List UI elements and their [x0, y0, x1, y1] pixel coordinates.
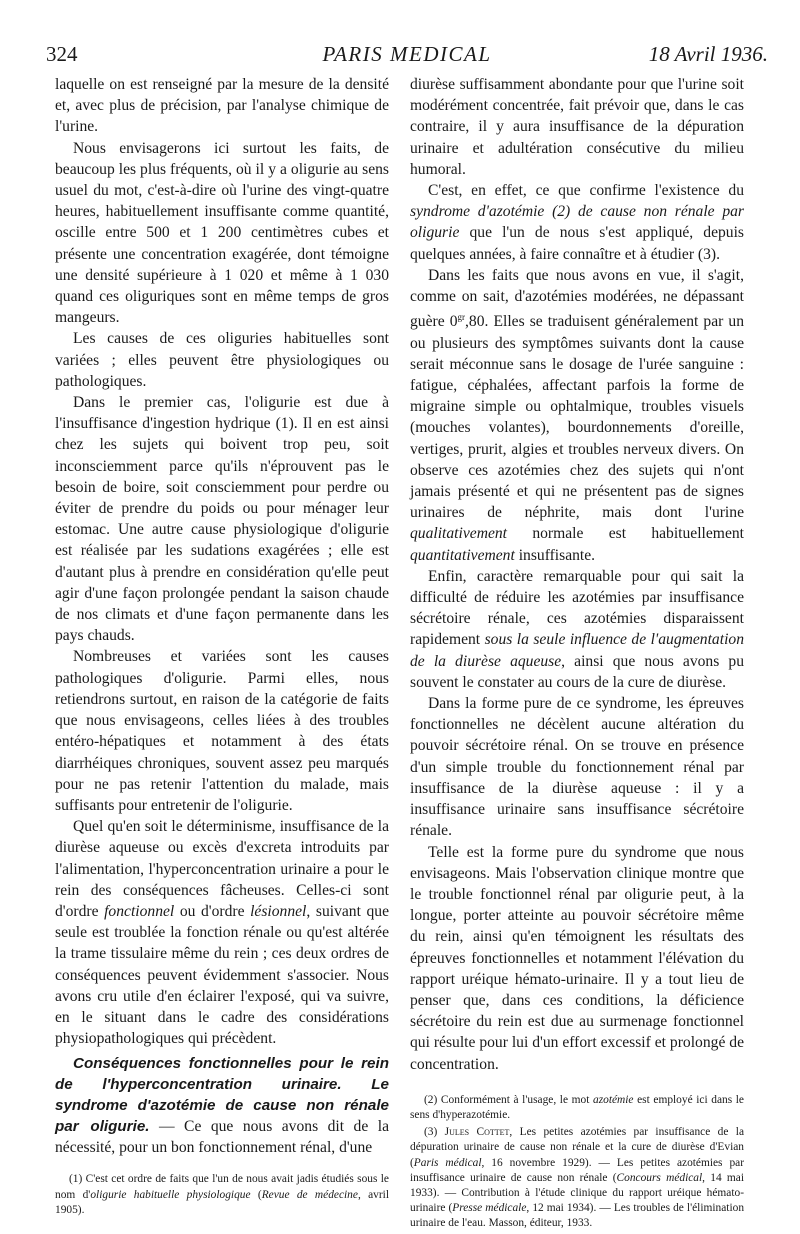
text-run: , 16 novembre 1929). — Les petites azotémies par insuffisance urinaire de cause non rénale (: [410, 1156, 744, 1184]
text-run: Enfin, caractère remarquable pour qui sait la difficulté de réduire les azotémies par insuffisance sécrétoire rénale, ces azotémies disparaissent rapidement: [410, 567, 744, 649]
text-run: (: [250, 1188, 262, 1201]
text-run: insuffisante.: [514, 546, 596, 564]
paragraph: laquelle on est renseigné par la mesure de la densité et, avec plus de précision, par l'analyse chimique de l'urine.: [55, 76, 389, 136]
text-run: , ainsi que nous avons pu souvent le constater au cours de la cure de diurèse.: [410, 652, 744, 691]
journal-title: PARIS MEDICAL: [322, 42, 492, 66]
paragraph: Dans le premier cas, l'oligurie est due à l'insuffisance d'ingestion hydrique (1). Il en est ainsi chez les sujets qui boivent trop peu, soit inconsciemment parce qu'ils n'éprouvent pas le besoin de boire, soit consciemment pour perdre ou éviter de prendre du poids ou pour ménager leur estomac. Une autre cause physiologique d'oligurie est réalisée par les sudations exagérées ; elle est d'autant plus à prendre en considération qu'elle peut agir d'une façon prolongée pendant la saison chaude de nos climats et d'une façon permanente dans les pays chauds.: [55, 394, 389, 645]
footnote: [410, 1125, 744, 1231]
emphasis: Paris médical: [413, 1156, 482, 1169]
text-run: (2) Conformément à l'usage, le mot: [424, 1093, 593, 1106]
section-heading: [55, 1053, 389, 1158]
left-column: [55, 74, 389, 1220]
right-column: [410, 74, 744, 1234]
paragraph: [410, 265, 744, 566]
emphasis: qualitativement: [410, 525, 508, 543]
emphasis: syndrome d'azotémie (2) de cause non rénale par oligurie: [410, 203, 744, 242]
footnotes-left: [55, 1172, 389, 1218]
text-run: est employé ici dans le sens d'hyperazotémie.: [410, 1093, 744, 1121]
superscript: gr: [457, 312, 466, 323]
text-run: ,80. Elles se traduisent généralement par un ou plusieurs des symptômes suivants dont la cause serait méconnue sans le dosage de l'urée sanguine : fatigue, céphalées, affectant parfois la forme de migraine simple ou ophtalmique, troubles visuels (mouches volantes), bourdonnements d'oreille, vertiges, prurit, algies et troubles nerveux divers. On observe ces azotémies chez des sujets qui n'ont jamais présenté et qui ne présentent pas de signes urinaires de néphrite, mais dont l'urine: [410, 313, 745, 522]
paragraph: [410, 180, 744, 265]
emphasis: fonctionnel: [104, 902, 175, 920]
emphasis: azotémie: [593, 1093, 634, 1106]
paragraph: Nous envisagerons ici surtout les faits, de beaucoup les plus fréquents, où il y a oligurie au sens usuel du mot, c'est-à-dire où l'urine des vingt-quatre heures, habituellement insuffisante comme quantité, oscille entre 500 et 1 200 centimètres cubes et présente une concentration exagérée, dont témoigne une densité supérieure à 1 020 et même à 1 030 quand ces oliguriques sont en même temps de gros mangeurs.: [55, 139, 389, 327]
text-run: (3): [424, 1126, 445, 1139]
emphasis: sous la seule influence de l'augmentation de la diurèse aqueuse: [410, 631, 744, 670]
text-run: , Les petites azotémies par insuffisance de la dépuration urinaire de cause non rénale et la cure de diurèse d'Evian (: [410, 1126, 744, 1169]
text-run: C'est, en effet, ce que confirme l'existence du: [428, 182, 744, 200]
text-run: (1) C'est cet ordre de faits que l'un de nous avait jadis étudiés sous le nom d': [55, 1173, 389, 1201]
emphasis: oligurie habituelle physiologique: [90, 1188, 251, 1201]
emphasis: Concours médical: [616, 1171, 703, 1184]
footnote: [55, 1172, 389, 1218]
paragraph: Nombreuses et variées sont les causes pathologiques d'oligurie. Parmi elles, nous retiendrons surtout, en raison de la catégorie de faits que nous envisageons, celles liées à des troubles entéro-hépatiques et notamment à des états diarrhéiques chroniques, souvent assez peu marqués pour ne pas retenir l'attention du malade, mais suffisants pour entretenir de l'oligurie.: [55, 648, 389, 814]
text-run: Dans les faits que nous avons en vue, il s'agit, comme on sait, d'azotémies modérées, ne dépassant guère 0: [410, 266, 744, 331]
page-header: [46, 40, 768, 70]
paragraph: [55, 816, 389, 1049]
emphasis: Revue de médecine: [261, 1188, 358, 1201]
section-heading-text: Conséquences fonctionnelles pour le rein de l'hyperconcentration urinaire. Le syndrome d'azotémie de cause non rénale par oligurie.: [55, 1055, 389, 1136]
emphasis: Presse médicale: [452, 1202, 527, 1215]
emphasis: lésionnel: [250, 902, 307, 920]
text-run: Quel qu'en soit le déterminisme, insuffisance de la diurèse aqueuse ou excès d'excreta introduits par l'alimentation, l'hyperconcentration urinaire a pour le rein des conséquences fâcheuses. Celles-ci sont d'ordre: [55, 818, 389, 920]
text-run: ou d'ordre: [174, 902, 251, 920]
paragraph: [410, 566, 744, 693]
text-run: — Ce que nous avons dit de la nécessité, pour un bon fonctionnement rénal, d'une: [55, 1118, 389, 1157]
text-run: , 12 mai 1934). — Les troubles de l'élimination urinaire de l'eau. Masson, éditeur, 1933.: [410, 1202, 745, 1230]
text-run: , suivant que seule est troublée la fonction rénale ou qu'est altérée la trame tissulaire même du rein ; ces deux ordres de conséquences peuvent évidemment s'associer. Nous avons cru utile d'en éclairer l'exposé, qui va suivre, en le situant dans le cadre des considérations physiopathologiques qui précèdent.: [55, 902, 390, 1048]
paragraph: diurèse suffisamment abondante pour que l'urine soit modérément concentrée, fait prévoir que, dans le cas contraire, il y aura insuffisance de la dépuration urinaire et adultération consécutive du milieu humoral.: [410, 76, 744, 178]
text-run: que l'un de nous s'est appliqué, depuis quelques années, à faire connaître et à étudier (3).: [410, 224, 744, 263]
author-name: Jules Cottet: [444, 1126, 510, 1139]
footnote: [410, 1093, 744, 1123]
text-run: , avril 1905).: [55, 1188, 389, 1216]
emphasis: quantitativement: [410, 546, 515, 564]
paragraph: Dans la forme pure de ce syndrome, les épreuves fonctionnelles ne décèlent aucune altération du pouvoir sécrétoire rénal. On se trouve en présence d'un simple trouble du fonctionnement rénal par insuffisance de la diurèse aqueuse : il y a insuffisance urinaire sans insuffisance sécrétoire rénale.: [410, 695, 744, 840]
paragraph: Telle est la forme pure du syndrome que nous envisageons. Mais l'observation clinique montre que le trouble fonctionnel rénal par oligurie peut, à la longue, porter atteinte au pouvoir sécrétoire même du rein, ainsi qu'en témoignent les résultats des épreuves fonctionnelles et notamment l'élévation du rapport uréique hémato-urinaire. Il y a tout lieu de penser que, dans ces conditions, la déficience sécrétoire du rein est due au surmenage fonctionnel qui résulte pour lui d'un effort excessif et prolongé de concentration.: [410, 843, 744, 1073]
paragraph: Les causes de ces oliguries habituelles sont variées ; elles peuvent être physiologiques ou pathologiques.: [55, 330, 389, 390]
text-run: , 14 mai 1933). — Contribution à l'étude clinique du rapport uréique hémato-urinaire (: [410, 1171, 745, 1215]
footnotes-right: [410, 1093, 744, 1232]
issue-date: 18 Avril 1936.: [648, 42, 768, 66]
page-number: 324: [46, 42, 78, 66]
text-run: normale est habituellement: [507, 525, 744, 543]
